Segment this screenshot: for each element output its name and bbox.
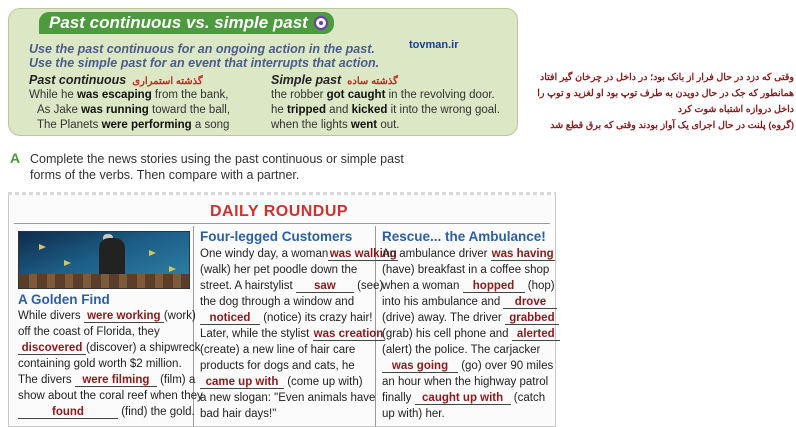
instruction-line-2: forms of the verbs. Then compare with a partner. [30,168,300,182]
story2-line: street. A hairstylist saw (see) [200,280,384,292]
persian-note-line-3: داخل دروازه اشتباه شوت کرد [677,104,794,115]
sp-heading-fa: گذشته ساده [347,76,398,87]
story2-line: products for dogs and cats, he [200,360,355,372]
persian-note-line-4: (گروه) پلنت در حال اجرای یک آواز بودند وقتی که برق قطع شد [550,120,794,131]
story1-line: While divers were working (work) [18,310,196,322]
story1-line: discovered (discover) a shipwreck [18,342,200,355]
story2-line: One windy day, a womanwas walking [200,248,397,260]
answer-blank[interactable]: drove [503,296,557,309]
story2-line: came up with (come up with) [200,376,363,389]
grammar-box [8,8,518,136]
answer-blank[interactable]: alerted [512,328,560,341]
pc-heading-fa: گذشته استمراری [132,76,203,87]
story3-line: finally caught up with (catch [382,392,546,404]
story3-line: (alert) the police. The carjacker [382,344,541,356]
story3-title: Rescue... the Ambulance! [382,229,546,244]
story2-line: bad hair days!" [200,408,277,420]
story3-line: was going (go) over 90 miles [382,360,553,373]
sp-example-1: the robber got caught in the revolving door. [271,89,495,101]
persian-note-line-2: همانطور که جک در حال دویدن به طرف توپ بود او لغزید و توپ را [537,88,794,99]
pc-heading-text: Past continuous [29,73,127,87]
watermark: tovman.ir [409,39,459,51]
answer-blank[interactable]: saw [296,280,354,293]
answer-blank[interactable]: was walking [329,248,397,260]
story1-line: off the coast of Florida, they [18,326,160,338]
audio-icon[interactable] [314,16,328,30]
story1-line: containing gold worth $2 million. [18,358,182,370]
sp-heading-text: Simple past [271,73,342,87]
story1-line: show about the coral reef when they [18,390,203,402]
pc-example-2: As Jake was running toward the ball, [37,104,231,116]
answer-blank[interactable]: grabbed [505,312,559,325]
story3-line: (grab) his cell phone and alerted [382,328,560,341]
grammar-rule-1: Use the past continuous for an ongoing action in the past. [29,42,375,56]
story2-line: Later, while the stylist was creation [200,328,384,340]
story3-line: into his ambulance and drove [382,296,557,309]
instruction-line-1: Complete the news stories using the past continuous or simple past [30,152,404,166]
past-continuous-heading [29,73,203,87]
story3-line: (have) breakfast in a coffee shop [382,264,550,276]
diver-photo [18,231,190,289]
story3-line: when a woman hopped (hop) [382,280,555,292]
pc-example-3: The Planets were performing a song [37,119,230,131]
story3-line: an hour when the highway patrol [382,376,549,388]
story2-line: (create) a new line of hair care [200,344,356,356]
story2-line: a new slogan: "Even animals have [200,392,376,404]
answer-blank[interactable]: were filming [75,374,157,387]
answer-blank[interactable]: was creation [313,328,384,340]
story2-title: Four-legged Customers [200,229,353,244]
story3-line: (drive) away. The driver grabbed [382,312,559,325]
simple-past-heading [271,73,398,87]
grammar-title [39,12,334,34]
newspaper-masthead: DAILY ROUNDUP [210,203,349,220]
answer-blank[interactable]: hopped [463,280,525,293]
story3-line: up with) her. [382,408,445,420]
persian-note-line-1: وقتی که دزد در حال فرار از بانک بود؛ در داخل در چرخان گیر افتاد [540,72,794,83]
answer-blank[interactable]: came up with [200,376,284,389]
story1-title: A Golden Find [18,292,110,307]
pc-example-1: While he was escaping from the bank, [29,89,229,101]
story1-line: The divers were filming (film) a [18,374,196,386]
newspaper-edge [8,192,556,195]
story1-line: found (find) the gold. [18,406,195,419]
story2-line: the dog through a window and [200,296,355,308]
answer-blank[interactable]: found [18,406,118,419]
story3-line: An ambulance driver was having [382,248,554,260]
sp-example-2: he tripped and kicked it into the wrong goal. [271,104,500,116]
answer-blank[interactable]: were working [84,310,164,323]
exercise-letter: A [10,150,21,166]
answer-blank[interactable]: caught up with [415,392,511,405]
answer-blank[interactable]: discovered [18,342,86,355]
grammar-title-text: Past continuous vs. simple past [49,13,308,32]
answer-blank[interactable]: noticed [200,312,260,325]
masthead-rule [14,223,550,224]
story2-line: (walk) her pet poodle down the [200,264,358,276]
sp-example-3: when the lights went out. [271,119,400,131]
story2-line: noticed (notice) its crazy hair! [200,312,372,325]
answer-blank[interactable]: was having [491,248,554,260]
grammar-rule-2: Use the simple past for an event that interrupts that action. [29,56,380,70]
answer-blank[interactable]: was going [382,360,458,373]
